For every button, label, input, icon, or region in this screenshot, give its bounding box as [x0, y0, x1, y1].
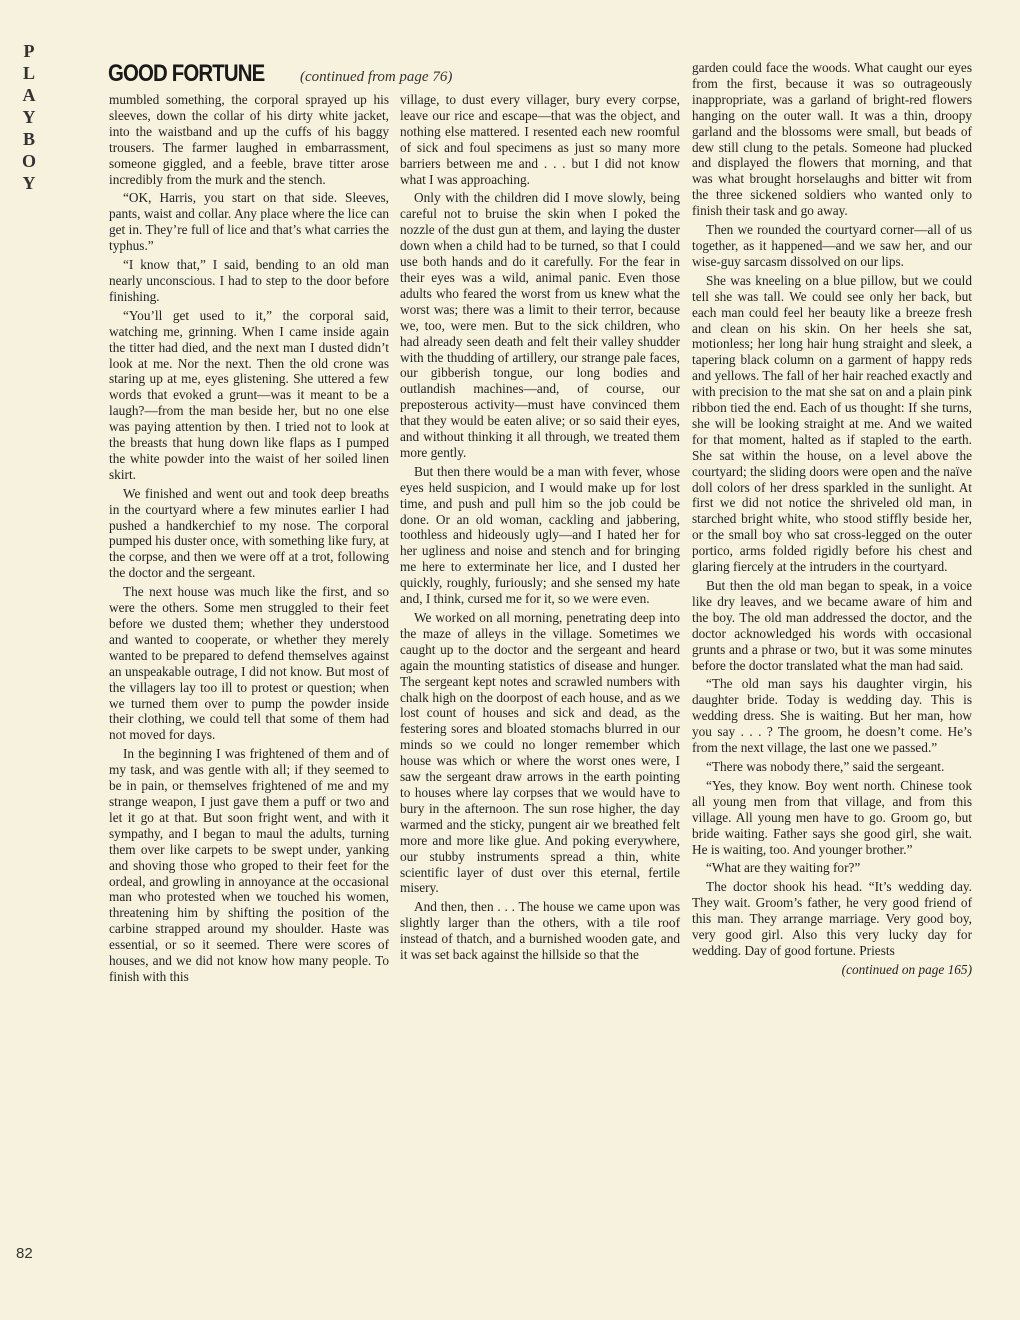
paragraph: Then we rounded the courtyard corner—all of us together, as it happened—and we saw her, and our wise-guy sarcasm dissolved on our lips.	[692, 222, 972, 269]
continued-from-note: (continued from page 76)	[300, 69, 453, 85]
masthead-letter: L	[22, 63, 35, 83]
paragraph: “OK, Harris, you start on that side. Sleeves, pants, waist and collar. Any place where the lice can get in. They’re full of lice and that’s what carries the typhus.”	[109, 190, 389, 254]
paragraph: “I know that,” I said, bending to an old man nearly unconscious. I had to step to the door before finishing.	[109, 257, 389, 304]
paragraph: mumbled something, the corporal sprayed up his sleeves, down the collar of his dirty white jacket, into the waistband and up the cuffs of his baggy trousers. The farmer laughed in embarrassment, someone giggled, and a feeble, brave titter arose incredibly from the murk and the stench.	[109, 92, 389, 187]
masthead-letter: P	[23, 41, 35, 61]
paragraph: And then, then . . . The house we came upon was slightly larger than the others, with a tile roof instead of thatch, and a burnished wooden gate, and it was set back against the hillside so that the	[400, 899, 680, 963]
paragraph: In the beginning I was frightened of them and of my task, and was gentle with all; if they seemed to be in pain, or themselves frightened of me and my strange weapon, I just gave them a puff or two and let it go at that. But soon fright went, and with it sympathy, and I began to maul the adults, turning them over like carpets to be swept under, yanking and shoving those who groped to their feet for the ordeal, and growling in annoyance at the occasional man who protested when we touched his women, threatening him by shifting the position of the carbine strapped around my shoulder. Haste was essential, or so it seemed. There were scores of houses, and we did not know how many people. To finish with this	[109, 746, 389, 984]
paragraph: We worked on all morning, penetrating deep into the maze of alleys in the village. Sometimes we caught up to the doctor and the sergeant and heard again the mounting statistics of disease and hunger. The sergeant kept notes and scrawled numbers with chalk high on the doorpost of each house, and as we lost count of houses and sick and dead, as the festering sores and bloated stomachs blurred in our minds so we could no longer remember which house was which or where the worst ones were, I saw the sergeant draw arrows in the earth pointing to houses where lay corpses that we would have to bury in the afternoon. The sun rose higher, the day warmed and the sticky, pungent air we breathed felt more and more like glue. And poking everywhere, our stubby instruments spread a thin, white scientific layer of dust over this eternal, fertile misery.	[400, 610, 680, 896]
paragraph: The next house was much like the first, and so were the others. Some men struggled to their feet before we dusted them; whether they understood and wanted to cooperate, or whether they merely wanted to be prepared to defend themselves against an unspeakable outrage, I did not know. But most of the villagers lay too ill to protest or question; when we turned them over to pump the powder inside their clothing, we could tell that some of them had not moved for days.	[109, 584, 389, 743]
masthead-letter: B	[22, 129, 35, 149]
paragraph: “The old man says his daughter virgin, his daughter bride. Today is wedding day. This is wedding dress. She is waiting. But her man, how you say . . . ? The groom, he doesn’t come. He’s from the next village, the last one we passed.”	[692, 676, 972, 756]
masthead-letter: A	[22, 85, 36, 105]
masthead-letter: O	[21, 151, 36, 171]
paragraph: “Yes, they know. Boy went north. Chinese took all young men from that village, and from this village. All young men have to go. Groom go, but bride waiting. Father says she good girl, she wait. He is waiting, too. And younger brother.”	[692, 777, 972, 857]
paragraph: She was kneeling on a blue pillow, but we could tell she was tall. We could see only her back, but each man could feel her beauty like a breeze fresh and clean on his skin. On her heels she sat, motionless; her long hair hung straight and sleek, a tapering black column on a garment of happy reds and yellows. The fall of her hair reached exactly and with precision to the mat she sat on and a plain pink ribbon tied the end. Each of us thought: If she turns, she will be looking straight at me. And we waited for that moment, halted as if stapled to the earth. She sat within the house, on a level above the courtyard; the sliding doors were open and the naïve doll colors of her dress sparkled in the sunlight. At first we did not notice the shriveled old man, in starched bright white, who stood stiffly beside her, or the small boy who sat cross-legged on the outer portico, arms folded rigidly before his chest and glaring fiercely at the intruders in the courtyard.	[692, 272, 972, 575]
masthead-letter: Y	[22, 107, 36, 127]
story-header	[108, 60, 452, 88]
story-title: GOOD FORTUNE	[108, 60, 265, 87]
page-number: 82	[16, 1245, 33, 1262]
paragraph: But then the old man began to speak, in a voice like dry leaves, and we became aware of him and the boy. The old man addressed the doctor, and the doctor acknowledged his words with occasional grunts and a phrase or two, but it was some minutes before the doctor translated what the man had said.	[692, 578, 972, 673]
paragraph: Only with the children did I move slowly, being careful not to bruise the skin when I poked the nozzle of the dust gun at them, and laying the duster down when a child had to be turned, so that I could use both hands and do it carefully. For the fear in their eyes was a wild, animal panic. Even those adults who feared the worst from us knew what the worst was; there was a limit to their terror, because we, too, were men. But to the sick children, who had already seen death and felt their valley shudder with the thudding of artillery, our strange pale faces, our gibberish tongue, our long bodies and outlandish machines—and, of course, our preposterous activity—must have convinced them that they would be eaten alive; or so said their eyes, and without thinking it all through, we treated them more gently.	[400, 190, 680, 460]
text-column-2	[400, 92, 680, 966]
paragraph: But then there would be a man with fever, whose eyes held suspicion, and I would make up for lost time, and push and pull him so the job could be done. Or an old woman, cackling and jabbering, toothless and hideously ugly—and I hated her for her ugliness and noise and stench and for bringing me here to exterminate her lice, and I dusted her quickly, roughly, furiously; and she sensed my hate and, I think, cursed me for it, so we were even.	[400, 463, 680, 607]
paragraph: “What are they waiting for?”	[706, 860, 861, 876]
paragraph: “You’ll get used to it,” the corporal said, watching me, grinning. When I came inside again the titter had died, and the next man I dusted didn’t look at me. Nor the next. Then the old crone was staring up at me, eyes glistening. She uttered a few words that evoked a grunt—was it meant to be a laugh?—from the man beside her, but no one else was paying attention by then. I tried not to look at the breasts that hung down like flaps as I pumped the white powder into the waist of her soiled linen skirt.	[109, 307, 389, 482]
paragraph: garden could face the woods. What caught our eyes from the first, because it was so outrageously inappropriate, was a garland of bright-red flowers hanging on the outer wall. It was a thin, droopy garland and the blossoms were small, but beads of dew still clung to the petals. Someone had plucked and displayed the flowers that morning, and that was what brought horselaughs and bitter wit from the three sickened soldiers who wanted only to finish their task and go away.	[692, 60, 972, 219]
masthead-letter: Y	[22, 173, 36, 193]
continued-on-note: (continued on page 165)	[841, 961, 972, 977]
paragraph: We finished and went out and took deep breaths in the courtyard where a few minutes earlier I had pushed a handkerchief to my nose. The corporal pumped his duster once, with something like fury, at the corpse, and then we were off at a trot, following the doctor and the sergeant.	[109, 485, 389, 581]
paragraph: “There was nobody there,” said the sergeant.	[706, 758, 945, 774]
playboy-vertical-masthead	[14, 40, 44, 194]
text-column-3	[692, 60, 972, 978]
text-column-1	[109, 92, 389, 988]
paragraph: The doctor shook his head. “It’s wedding day. They wait. Groom’s father, he very good friend of this man. They arrange marriage. Very good boy, very good girl. Also this very lucky day for wedding. Day of good fortune. Priests	[692, 879, 972, 958]
paragraph: village, to dust every villager, bury every corpse, leave our rice and escape—that was the object, and nothing else mattered. I resented each new roomful of sick and foul specimens as just so many more barriers between me and . . . but I did not know what I was approaching.	[400, 92, 680, 187]
